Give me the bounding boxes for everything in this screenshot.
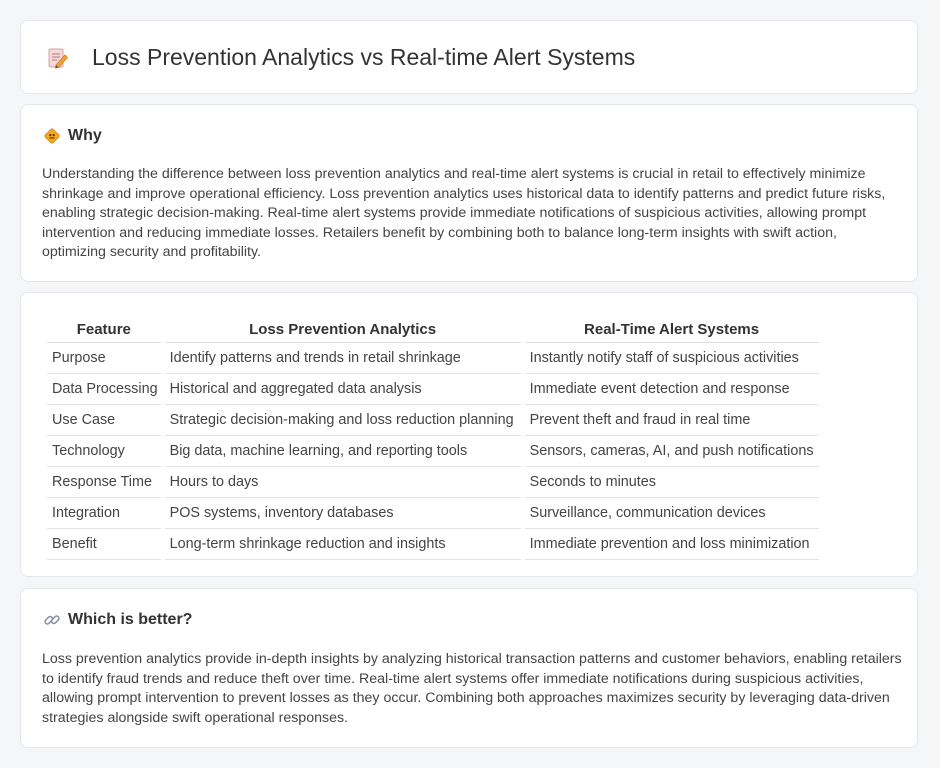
why-section [20,104,918,282]
why-heading-label: Why [68,127,102,144]
page-title: Loss Prevention Analytics vs Real-time Alert Systems [92,44,636,70]
table-row [47,343,819,374]
better-heading-label: Which is better? [68,611,193,628]
document-pencil-icon [47,47,69,69]
real-time-alert-cell: Instantly notify staff of suspicious activities [525,343,819,374]
feature-cell: Purpose [47,343,161,374]
loss-prevention-cell: Long-term shrinkage reduction and insights [165,529,521,560]
header-feature: Feature [47,315,161,343]
loss-prevention-cell: Identify patterns and trends in retail shrinkage [165,343,521,374]
why-text: Understanding the difference between loss prevention analytics and real-time alert systems is crucial in retail to effectively minimize shrinkage and improve operational efficiency. Loss prevention analytics uses historical data to identify patterns and predict future risks, enabling strategic decision-making. Real-time alert systems provide immediate notifications of suspicious activities, allowing prompt intervention and reducing immediate losses. Retailers benefit by combining both to balance long-term insights with swift action, optimizing security and profitability. [42,166,886,260]
link-icon [43,611,61,629]
loss-prevention-cell: Historical and aggregated data analysis [165,374,521,405]
why-heading [43,127,102,145]
real-time-alert-cell: Seconds to minutes [525,467,819,498]
real-time-alert-cell: Sensors, cameras, AI, and push notifications [525,436,819,467]
real-time-alert-cell: Immediate event detection and response [525,374,819,405]
real-time-alert-cell: Prevent theft and fraud in real time [525,405,819,436]
real-time-alert-cell: Immediate prevention and loss minimization [525,529,819,560]
table-row [47,405,819,436]
better-heading [43,611,192,629]
feature-cell: Benefit [47,529,161,560]
feature-cell: Response Time [47,467,161,498]
loss-prevention-cell: POS systems, inventory databases [165,498,521,529]
warning-sign-icon [43,127,61,145]
feature-cell: Data Processing [47,374,161,405]
loss-prevention-cell: Big data, machine learning, and reporting tools [165,436,521,467]
table-row [47,436,819,467]
table-header-row [47,315,819,343]
table-row [47,529,819,560]
real-time-alert-cell: Surveillance, communication devices [525,498,819,529]
header-loss-prevention: Loss Prevention Analytics [165,315,521,343]
loss-prevention-cell: Hours to days [165,467,521,498]
feature-cell: Integration [47,498,161,529]
title-card [20,20,918,94]
comparison-section [20,292,918,577]
feature-cell: Use Case [47,405,161,436]
loss-prevention-cell: Strategic decision-making and loss reduction planning [165,405,521,436]
header-real-time-alert: Real-Time Alert Systems [525,315,819,343]
table-row [47,498,819,529]
table-row [47,467,819,498]
feature-cell: Technology [47,436,161,467]
which-is-better-section [20,588,918,748]
better-text: Loss prevention analytics provide in-depth insights by analyzing historical transaction patterns and customer behaviors, enabling retailers to identify fraud trends and reduce theft over time. Real-time alert systems offer immediate notifications during suspicious activities, allowing prompt intervention to prevent losses as they occur. Combining both approaches maximizes security by leveraging data-driven strategies alongside swift operational responses. [42,651,902,726]
comparison-table [43,315,823,560]
table-row [47,374,819,405]
